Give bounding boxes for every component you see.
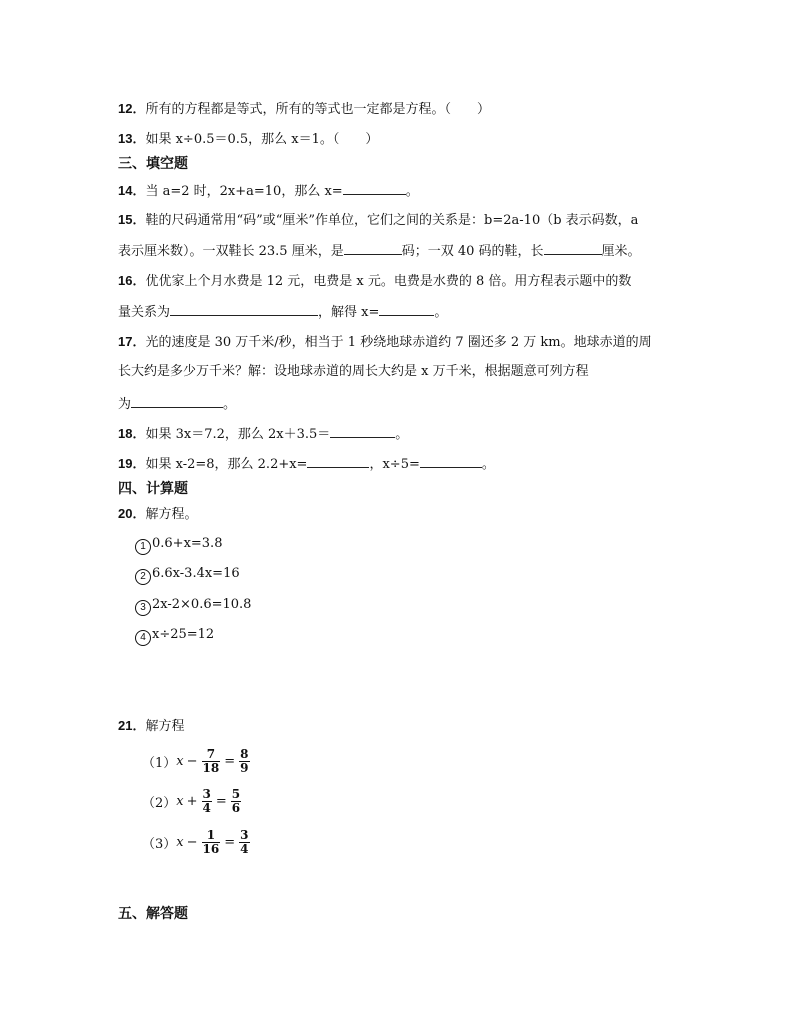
question-title: 解方程。 <box>145 507 198 522</box>
fraction <box>202 788 212 815</box>
question-title: 解方程 <box>145 719 185 734</box>
question-17-line-2 <box>118 364 589 380</box>
answer-blank[interactable] <box>131 395 223 408</box>
numerator: 3 <box>240 827 249 842</box>
question-text: 如果 x-2=8，那么 2.2+x= <box>145 457 308 472</box>
denominator: 4 <box>202 800 211 815</box>
operator: − <box>186 753 198 769</box>
fraction <box>231 788 241 815</box>
equals-sign: = <box>224 753 236 769</box>
question-number: 18． <box>118 426 146 441</box>
item-label: （3） <box>142 836 177 852</box>
punct: 。 <box>481 457 495 472</box>
numerator: 3 <box>202 786 211 801</box>
fraction-equation-2 <box>142 784 242 818</box>
question-number: 16． <box>118 273 146 288</box>
question-12 <box>118 101 490 118</box>
question-number: 15． <box>118 212 146 227</box>
question-text: ，x÷5= <box>369 457 420 472</box>
fraction <box>239 829 249 856</box>
question-text: 码；一双 40 码的鞋，长 <box>401 244 544 259</box>
circled-number-1: 1 <box>135 539 151 555</box>
question-14 <box>118 182 419 200</box>
question-number: 14． <box>118 183 146 198</box>
section-heading-fill-in: 三、填空题 <box>118 156 188 172</box>
question-text: 量关系为 <box>118 305 171 320</box>
question-15-line-2 <box>118 242 641 260</box>
question-text: 鞋的尺码通常用“码”或“厘米”作单位，它们之间的关系是：b=2a-10（b 表示码数，a <box>145 213 639 228</box>
variable: x <box>176 834 184 850</box>
question-16-line-2 <box>118 303 447 321</box>
answer-blank[interactable] <box>420 455 482 468</box>
punct: 。 <box>405 184 419 199</box>
question-number: 20． <box>118 506 146 521</box>
question-21 <box>118 718 184 735</box>
fraction-equation-3 <box>142 825 251 859</box>
operator: + <box>186 793 198 809</box>
question-text: ，解得 x= <box>318 305 380 320</box>
question-16-line-1 <box>118 273 631 290</box>
equation: 0.6+x=3.8 <box>152 536 223 551</box>
equation: x÷25=12 <box>152 627 215 642</box>
answer-blank[interactable] <box>379 303 434 316</box>
equals-sign: = <box>224 834 236 850</box>
equation-item-1 <box>135 536 222 555</box>
fraction <box>202 829 221 856</box>
equals-sign: = <box>215 793 227 809</box>
fraction <box>239 748 249 775</box>
fraction-equation-1 <box>142 744 251 778</box>
question-13 <box>118 131 378 148</box>
variable: x <box>176 793 184 809</box>
section-heading-answer: 五、解答题 <box>118 906 188 922</box>
question-text: 长大约是多少万千米？解：设地球赤道的周长大约是 x 万千米，根据题意可列方程 <box>118 364 589 379</box>
answer-blank[interactable] <box>344 242 402 255</box>
question-number: 13． <box>118 131 146 146</box>
denominator: 6 <box>231 800 241 815</box>
question-15-line-1 <box>118 212 638 229</box>
denominator: 4 <box>240 841 249 856</box>
question-text: 光的速度是 30 万千米/秒，相当于 1 秒绕地球赤道约 7 圈还多 2 万 km。地球赤道的周 <box>145 335 652 350</box>
punct: 。 <box>395 427 409 442</box>
denominator: 9 <box>240 760 249 775</box>
question-text: 。 <box>223 397 237 412</box>
item-label: （1） <box>142 755 177 771</box>
answer-blank[interactable] <box>343 182 406 195</box>
question-number: 21． <box>118 718 146 733</box>
equation-item-2 <box>135 566 240 585</box>
fraction <box>202 748 221 775</box>
question-19 <box>118 455 495 473</box>
denominator: 18 <box>202 760 220 775</box>
question-text: 厘米。 <box>601 244 641 259</box>
question-text: 如果 x÷0.5＝0.5，那么 x＝1。（ ） <box>145 132 379 147</box>
section-heading-calculation: 四、计算题 <box>118 481 188 497</box>
equation-item-4 <box>135 627 214 646</box>
numerator: 5 <box>231 786 241 801</box>
equation-item-3 <box>135 597 251 616</box>
answer-blank[interactable] <box>544 242 602 255</box>
question-text: 为 <box>118 397 132 412</box>
numerator: 8 <box>240 746 249 761</box>
variable: x <box>176 753 184 769</box>
numerator: 1 <box>202 829 221 843</box>
answer-blank[interactable] <box>307 455 369 468</box>
question-17-line-1 <box>118 334 652 351</box>
denominator: 16 <box>202 841 220 856</box>
question-18 <box>118 425 408 443</box>
question-text: 表示厘米数）。一双鞋长 23.5 厘米，是 <box>118 244 344 259</box>
answer-blank[interactable] <box>170 303 318 316</box>
operator: − <box>186 834 198 850</box>
circled-number-2: 2 <box>135 569 151 585</box>
circled-number-3: 3 <box>135 600 151 616</box>
numerator: 7 <box>202 748 221 762</box>
circled-number-4: 4 <box>135 630 151 646</box>
question-text: 如果 3x＝7.2，那么 2x＋3.5＝ <box>145 427 331 442</box>
question-number: 12． <box>118 101 146 116</box>
question-text: 当 a=2 时，2x+a=10，那么 x= <box>145 184 343 199</box>
item-label: （2） <box>142 795 177 811</box>
question-17-line-3 <box>118 395 236 413</box>
question-number: 19． <box>118 456 146 471</box>
question-text: 优优家上个月水费是 12 元，电费是 x 元。电费是水费的 8 倍。用方程表示题中的数 <box>145 274 632 289</box>
answer-blank[interactable] <box>330 425 395 438</box>
equation: 2x-2×0.6=10.8 <box>152 597 252 612</box>
question-text: 。 <box>434 305 448 320</box>
question-20 <box>118 506 197 523</box>
question-number: 17． <box>118 334 146 349</box>
equation: 6.6x-3.4x=16 <box>152 566 240 581</box>
question-text: 所有的方程都是等式，所有的等式也一定都是方程。（ ） <box>145 102 490 117</box>
